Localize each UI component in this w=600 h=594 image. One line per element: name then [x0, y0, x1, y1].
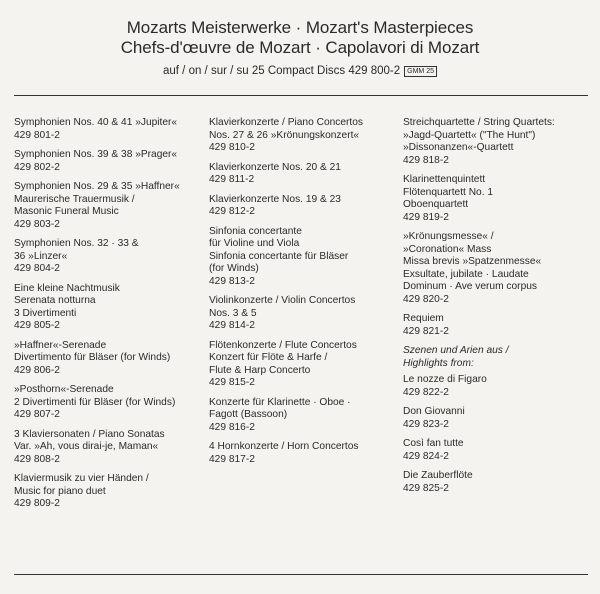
catalog-number: 429 805-2 [14, 320, 60, 331]
entry-title: »Krönungsmesse« / »Coronation« Mass Missa brevis »Spatzenmesse« Exsultate, jubilate · Laudate Dominum · Ave verum corpus [403, 231, 542, 292]
catalog-number: 429 804-2 [14, 263, 60, 274]
catalog-number: 429 824-2 [403, 450, 449, 462]
catalog-number: 429 818-2 [403, 154, 449, 166]
catalog-entry [14, 283, 209, 333]
catalog-number: 429 817-2 [209, 453, 255, 465]
catalog-number: 429 807-2 [14, 409, 60, 420]
entry-title: Symphonien Nos. 32 · 33 & 36 »Linzer« [14, 238, 139, 262]
catalog-number: 429 823-2 [403, 418, 449, 430]
top-rule [14, 95, 588, 96]
entry-title: 4 Hornkonzerte / Horn Concertos [209, 441, 359, 452]
catalog-number: 429 801-2 [14, 129, 60, 141]
entry-title: Requiem [403, 313, 444, 324]
subtitle [0, 64, 600, 78]
column-3-operas [403, 374, 593, 495]
subtitle-text: auf / on / sur / su 25 Compact Discs 429 800-2 [163, 65, 401, 77]
catalog-number: 429 809-2 [14, 498, 60, 509]
catalog-number: 429 803-2 [14, 218, 60, 230]
column-3-works [403, 117, 593, 338]
catalog-number: 429 820-2 [403, 293, 449, 305]
entry-title: Così fan tutte [403, 438, 464, 449]
catalog-entry [14, 384, 209, 422]
catalog-number: 429 811-2 [209, 174, 255, 185]
catalog-entry [209, 340, 404, 390]
catalog-number: 429 810-2 [209, 142, 255, 153]
bottom-rule [14, 574, 588, 575]
entry-title: Streichquartette / String Quartets: »Jagd-Quartett« ("The Hunt") »Dissonanzen«-Quartett [403, 117, 555, 153]
entry-title: Le nozze di Figaro [403, 374, 487, 385]
catalog-entry [403, 231, 593, 306]
catalog-number: 429 813-2 [209, 275, 255, 287]
catalog-entry [209, 117, 404, 155]
title-line-2: Chefs-d'œuvre de Mozart · Capolavori di Mozart [120, 38, 480, 57]
entry-title: Don Giovanni [403, 406, 465, 417]
entry-title: »Haffner«-Serenade Divertimento für Bläser (for Winds) [14, 339, 171, 363]
catalog-entry [14, 429, 209, 467]
catalog-entry [403, 313, 593, 338]
header [0, 18, 600, 78]
catalog-entry [403, 406, 593, 431]
entry-title: Klavierkonzerte / Piano Concertos Nos. 27 & 26 »Krönungskonzert« [209, 117, 364, 141]
catalog-entry [14, 473, 209, 511]
catalog-entry [14, 117, 209, 142]
entry-title: Konzerte für Klarinette · Oboe · Fagott (Bassoon) [209, 396, 351, 420]
catalog-number: 429 821-2 [403, 325, 449, 337]
catalog-entry [14, 238, 209, 276]
catalog-number: 429 814-2 [209, 320, 255, 331]
catalog-number: 429 812-2 [209, 206, 255, 217]
catalog-number: 429 806-2 [14, 364, 60, 376]
gmm-badge: GMM 25 [404, 66, 437, 77]
entry-title: Violinkonzerte / Violin Concertos Nos. 3 & 5 [209, 295, 356, 319]
catalog-number: 429 808-2 [14, 453, 60, 465]
catalog-entry [14, 149, 209, 174]
entry-title: Klaviermusik zu vier Händen / Music for piano duet [14, 473, 149, 497]
catalog-number: 429 822-2 [403, 386, 449, 398]
catalog-entry [403, 374, 593, 399]
entry-title: Symphonien Nos. 29 & 35 »Haffner« Maurerische Trauermusik / Masonic Funeral Music [14, 181, 180, 217]
column-1 [14, 117, 209, 518]
entry-title: Klarinettenquintett Flötenquartett No. 1 Oboenquartett [403, 174, 494, 210]
column-3 [403, 117, 593, 502]
catalog-entry [209, 441, 404, 466]
catalog-number: 429 815-2 [209, 377, 255, 388]
entry-title: Symphonien Nos. 40 & 41 »Jupiter« [14, 117, 178, 128]
catalog-entry [209, 295, 404, 333]
column-2 [209, 117, 404, 473]
catalog-number: 429 802-2 [14, 161, 60, 173]
catalog-entry [14, 181, 209, 231]
catalog-entry [403, 117, 593, 167]
entry-title: Flötenkonzerte / Flute Concertos Konzert für Flöte & Harfe / Flute & Harp Concerto [209, 339, 357, 376]
catalog-entry [403, 174, 593, 224]
catalog-entry [209, 194, 404, 219]
entry-title: Symphonien Nos. 39 & 38 »Prager« [14, 149, 178, 160]
entry-title: Sinfonia concertante für Violine und Viola Sinfonia concertante für Bläser (for Winds) [209, 225, 349, 274]
catalog-entry [209, 397, 404, 435]
entry-title: Eine kleine Nachtmusik Serenata notturna 3 Divertimenti [14, 282, 120, 319]
entry-title: Klavierkonzerte Nos. 19 & 23 [209, 193, 341, 205]
catalog-entry [14, 340, 209, 378]
entry-title: Klavierkonzerte Nos. 20 & 21 [209, 161, 341, 173]
entry-title: Die Zauberflöte [403, 470, 473, 481]
entry-title: 3 Klaviersonaten / Piano Sonatas Var. »Ah, vous dirai-je, Maman« [14, 428, 165, 452]
catalog-number: 429 825-2 [403, 482, 449, 494]
catalog-entry [209, 226, 404, 289]
catalog-entry [403, 470, 593, 495]
title-line-1: Mozarts Meisterwerke · Mozart's Masterpieces [126, 18, 474, 37]
catalog-entry [209, 162, 404, 187]
catalog-number: 429 819-2 [403, 211, 449, 223]
opera-heading: Szenen und Arien aus / Highlights from: [403, 345, 509, 369]
catalog-number: 429 816-2 [209, 421, 255, 433]
catalog-entry [403, 438, 593, 463]
entry-title: »Posthorn«-Serenade 2 Divertimenti für Bläser (for Winds) [14, 384, 176, 408]
